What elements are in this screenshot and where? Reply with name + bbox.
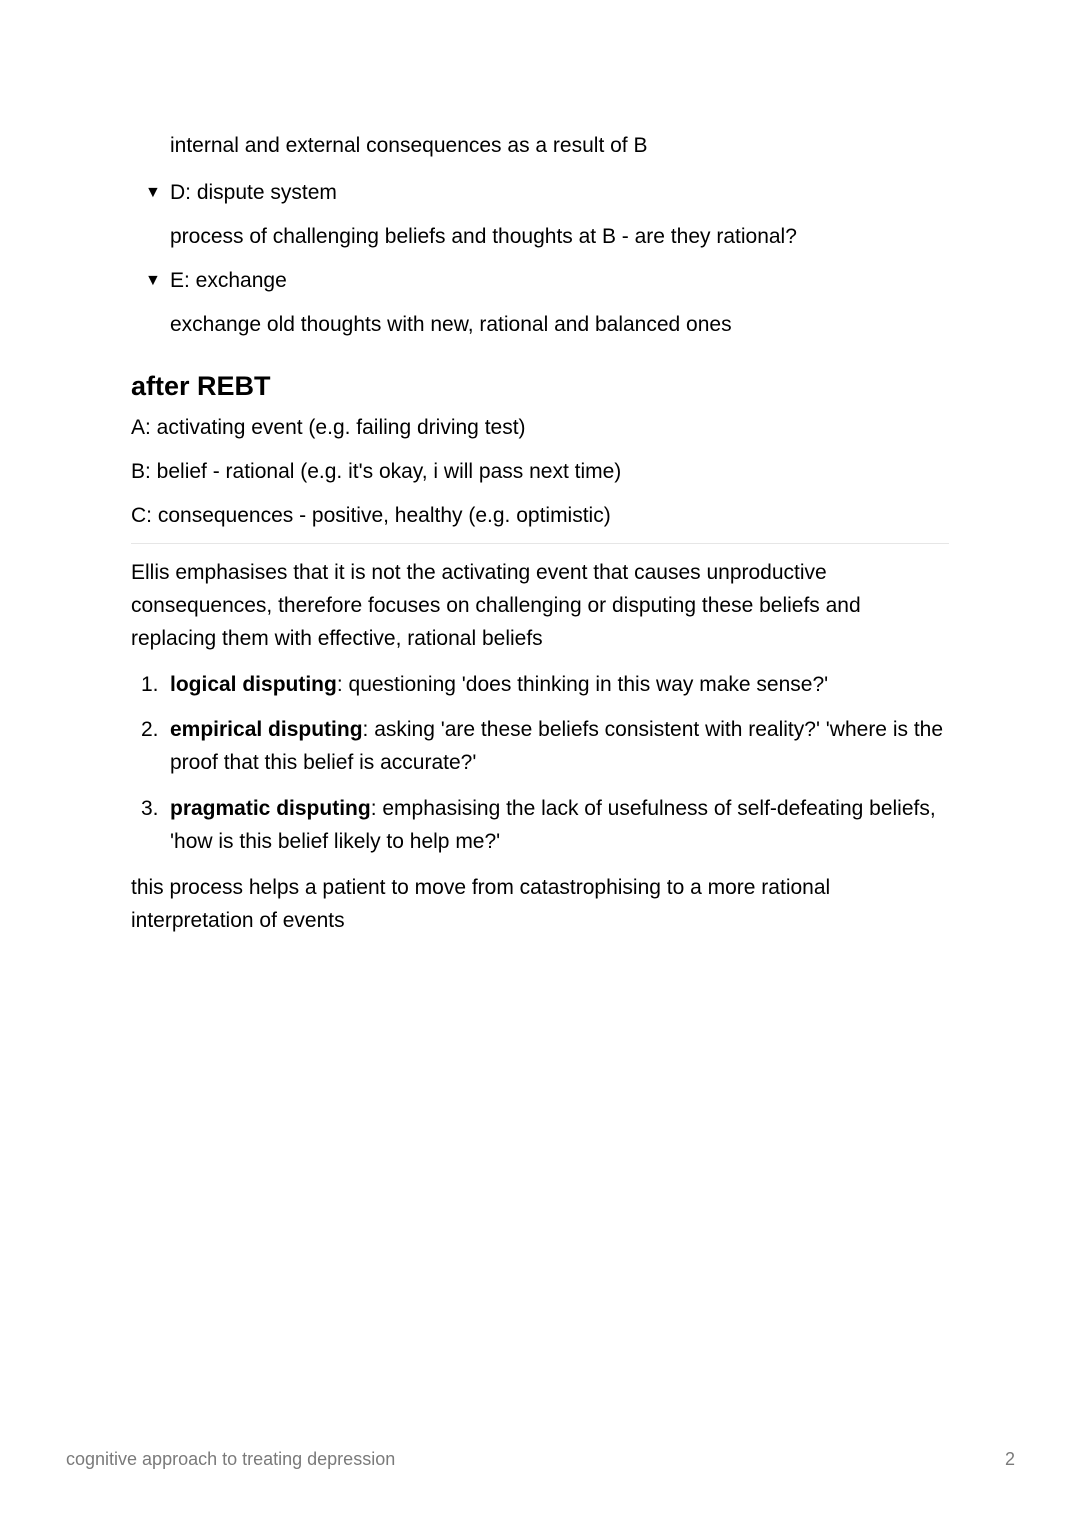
- list-term: empirical disputing: [170, 718, 363, 741]
- abc-line-c: C: consequences - positive, healthy (e.g. optimistic): [131, 504, 611, 527]
- footer-page-number: 2: [1004, 1449, 1015, 1469]
- footer-title: cognitive approach to treating depression: [66, 1449, 396, 1469]
- ellis-paragraph: Ellis emphasises that it is not the activating event that causes unproductive consequences, therefore focuses on challenging or disputing these beliefs and replacing them with effective, rational beliefs: [131, 561, 861, 650]
- list-marker: 3.: [141, 797, 159, 820]
- toggle-e-label: E: exchange: [170, 269, 287, 292]
- list-item-pragmatic: [131, 792, 949, 858]
- list-marker: 2.: [141, 718, 159, 741]
- toggle-d[interactable]: [145, 179, 337, 207]
- triangle-down-icon[interactable]: ▼: [145, 272, 161, 289]
- triangle-down-icon[interactable]: ▼: [145, 184, 161, 201]
- list-item-empirical: [131, 713, 949, 779]
- list-term: logical disputing: [170, 673, 337, 696]
- list-text: : emphasising the lack of usefulness of self-defeating beliefs, 'how is this belief likely to help me?': [170, 797, 936, 853]
- section-heading-after-rebt: after REBT: [131, 371, 271, 401]
- toggle-c-body: internal and external consequences as a result of B: [170, 134, 648, 157]
- toggle-e-body: exchange old thoughts with new, rational and balanced ones: [170, 313, 732, 336]
- list-term: pragmatic disputing: [170, 797, 371, 820]
- divider: [131, 543, 949, 544]
- toggle-e[interactable]: [145, 267, 287, 295]
- list-text: : asking 'are these beliefs consistent with reality?' 'where is the proof that this belief is accurate?': [170, 718, 944, 774]
- list-item-logical: [131, 668, 949, 701]
- closing-paragraph: this process helps a patient to move from catastrophising to a more rational interpretation of events: [131, 876, 831, 932]
- list-text: : questioning 'does thinking in this way make sense?': [336, 673, 829, 696]
- toggle-d-label: D: dispute system: [170, 181, 337, 204]
- abc-line-a: A: activating event (e.g. failing driving test): [131, 416, 526, 439]
- list-marker: 1.: [141, 673, 159, 696]
- abc-line-b: B: belief - rational (e.g. it's okay, i will pass next time): [131, 460, 622, 483]
- toggle-d-body: process of challenging beliefs and thoughts at B - are they rational?: [170, 225, 797, 248]
